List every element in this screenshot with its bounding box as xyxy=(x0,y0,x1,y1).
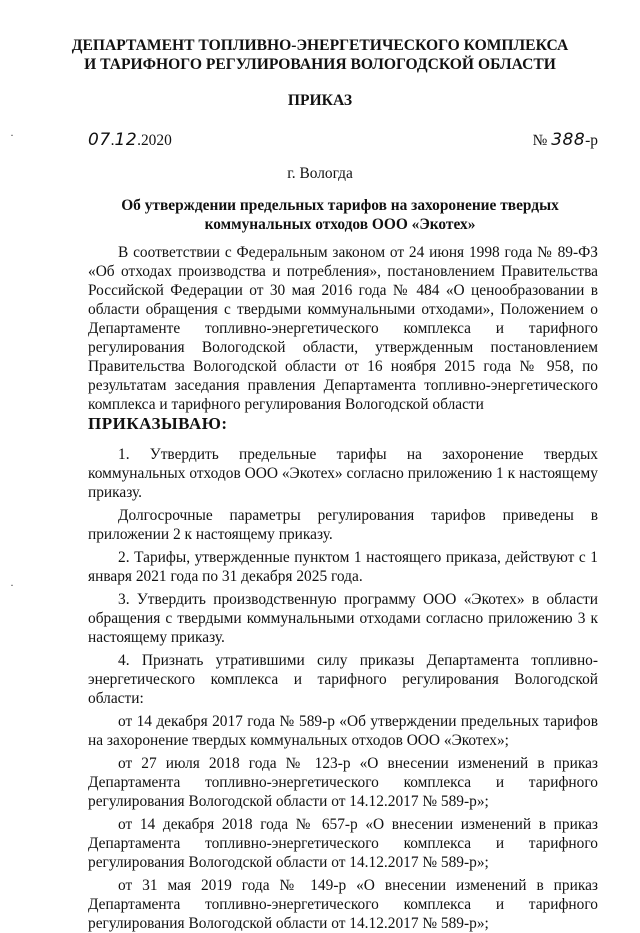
number-suffix: -р xyxy=(585,132,598,149)
subject-line-1: Об утверждении предельных тарифов на захоронение твердых xyxy=(121,197,559,214)
date-day: 07 xyxy=(88,130,111,150)
preamble: В соответствии с Федеральным законом от 24 июня 1998 года № 89-ФЗ «Об отходах производства и потребления», постановлением Правительства Российской Федерации от 30 мая 2016 года № 484 «О ценообразовании в области обращения с твердыми коммунальными отходами», Положением о Департаменте топливно-энергетического комплекса и тарифного регулирования Вологодской области, утвержденным постановлением Правительства Вологодской области от 16 ноября 2015 года № 958, по результатам заседания правления Департамента топливно-энергетического комплекса и тарифного регулирования Вологодской области xyxy=(88,244,598,413)
number-value: 388 xyxy=(551,130,586,150)
order-body xyxy=(88,243,598,933)
date-year: .2020 xyxy=(137,132,172,149)
city: г. Вологда xyxy=(287,165,353,182)
item-4: 4. Признать утратившими силу приказы Департамента топливно-энергетического комплекса и тарифного регулирования Вологодской области: xyxy=(88,652,598,707)
order-title: ПРИКАЗ xyxy=(287,92,353,109)
date-number-line xyxy=(88,130,598,152)
revoked-order-1: от 14 декабря 2017 года № 589-р «Об утверждении предельных тарифов на захоронение твердых коммунальных отходов ООО «Экотех»; xyxy=(88,713,598,749)
department-header xyxy=(0,36,640,74)
scan-dot: · xyxy=(10,578,14,592)
order-date: 07.12.2020 xyxy=(88,130,172,150)
revoked-order-4: от 31 мая 2019 года № 149-р «О внесении изменений в приказ Департамента топливно-энергетического комплекса и тарифного регулирования Вологодской области от 14.12.2017 № 589-р»; xyxy=(88,877,598,932)
item-1: 1. Утвердить предельные тарифы на захоронение твердых коммунальных отходов ООО «Экотех» согласно приложению 1 к настоящему приказу. xyxy=(88,446,598,501)
department-line-1: ДЕПАРТАМЕНТ ТОПЛИВНО-ЭНЕРГЕТИЧЕСКОГО КОМПЛЕКСА xyxy=(71,37,569,54)
order-number xyxy=(533,130,598,150)
revoked-order-2: от 27 июля 2018 года № 123-р «О внесении изменений в приказ Департамента топливно-энергетического комплекса и тарифного регулирования Вологодской области от 14.12.2017 № 589-р»; xyxy=(88,755,598,810)
revoked-order-3: от 14 декабря 2018 года № 657-р «О внесении изменений в приказ Департамента топливно-энергетического комплекса и тарифного регулирования Вологодской области от 14.12.2017 № 589-р»; xyxy=(88,816,598,871)
prikazyvayu-heading: ПРИКАЗЫВАЮ: xyxy=(88,414,228,433)
number-prefix: № xyxy=(532,132,548,149)
order-subject xyxy=(110,196,570,234)
item-1-note: Долгосрочные параметры регулирования тарифов приведены в приложении 2 к настоящему приказу. xyxy=(88,507,598,543)
subject-line-2: коммунальных отходов ООО «Экотех» xyxy=(204,216,476,233)
scan-dot: · xyxy=(10,128,14,142)
item-3: 3. Утвердить производственную программу ООО «Экотех» в области обращения с твердыми коммунальными отходами согласно приложению 3 к настоящему приказу. xyxy=(88,591,598,646)
item-2: 2. Тарифы, утвержденные пунктом 1 настоящего приказа, действуют с 1 января 2021 года по 31 декабря 2025 года. xyxy=(88,549,598,585)
date-month: 12 xyxy=(114,130,138,150)
department-line-2: И ТАРИФНОГО РЕГУЛИРОВАНИЯ ВОЛОГОДСКОЙ ОБЛАСТИ xyxy=(84,56,556,73)
